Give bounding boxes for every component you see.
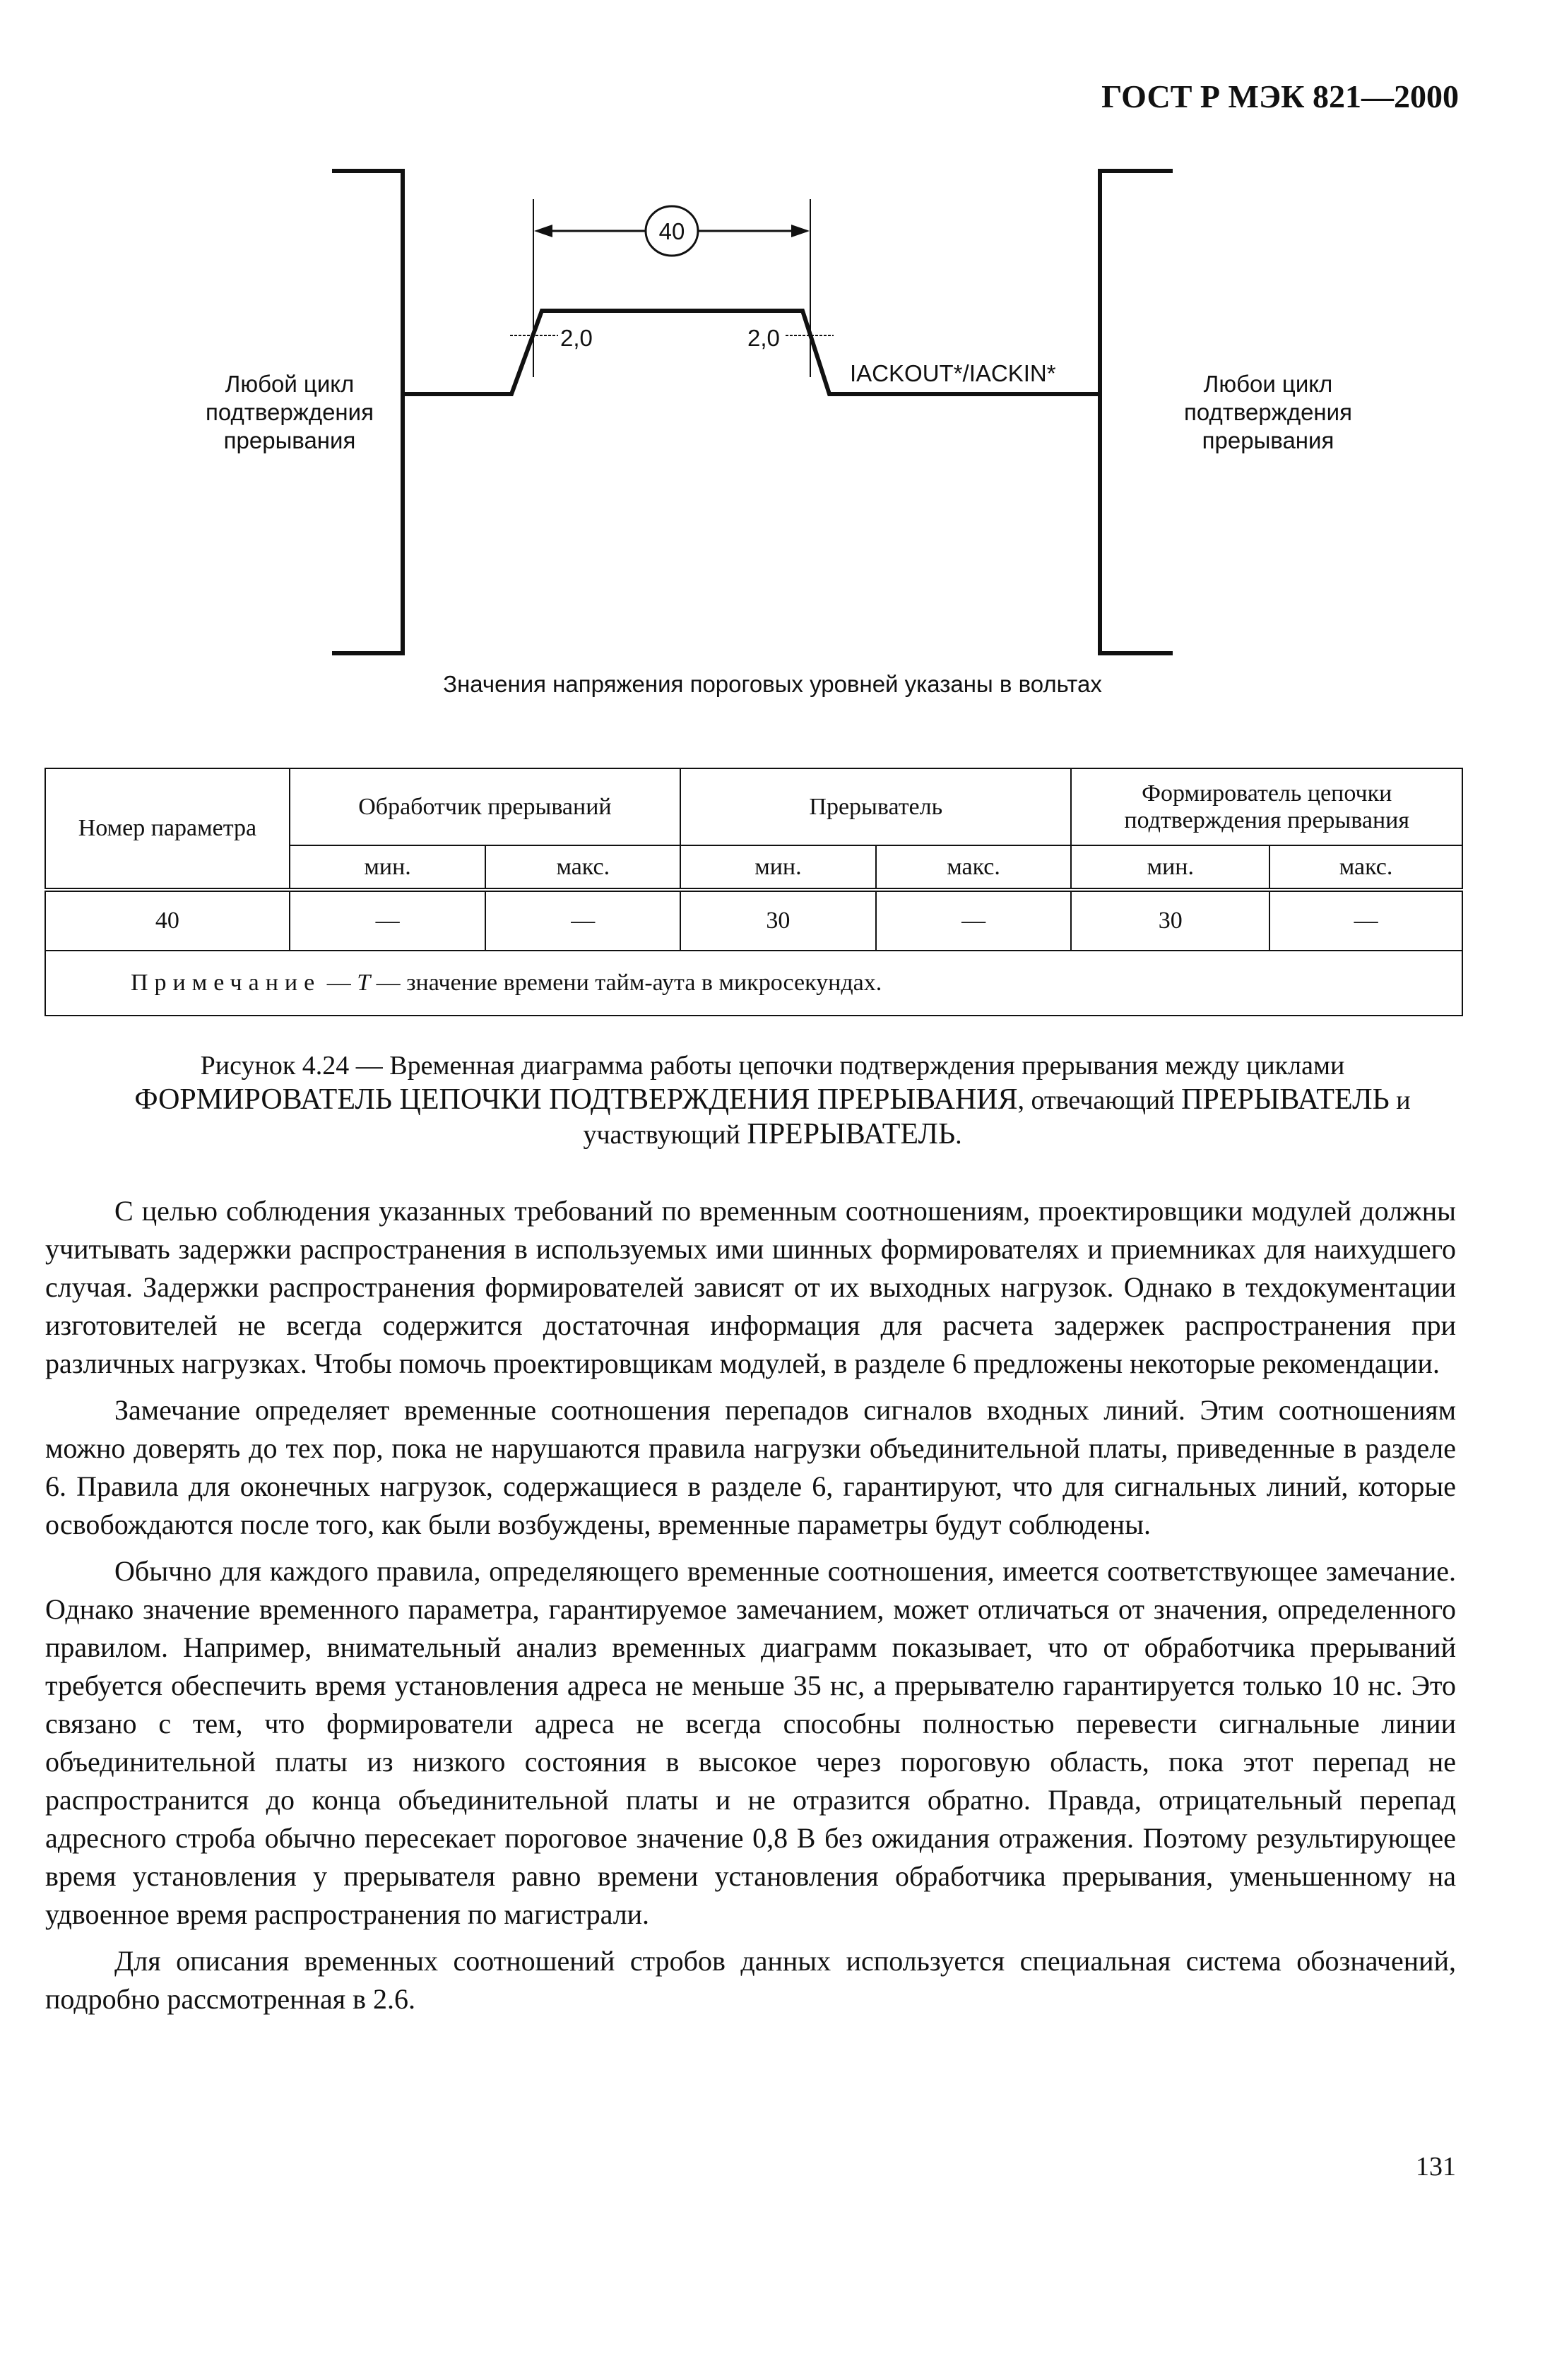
paragraph: Для описания временных соотношений стробов данных используется специальная система обозначений, подробно рассмотренная в 2.6. <box>45 1945 1456 2015</box>
table-row <box>45 890 1462 951</box>
parameters-table <box>45 768 1463 1016</box>
cell: 40 <box>45 890 290 951</box>
paragraph: Обычно для каждого правила, определяющего временные соотношения, имеется соответствующее замечание. Однако значение временного параметра, гарантируемое замечанием, может отличаться от значения, определенного правилом. Например, внимательный анализ временных диаграмм показывает, что от обработчика прерываний требуется обеспечить время установления адреса не меньше 35 нс, а прерывателю гарантируется только 10 нс. Это связано с тем, что формирователи адреса не всегда способны полностью перевести сигнальные линии объединительной платы из низкого состояния в высокое через пороговую область, пока этот перепад не распространится до конца объединительной платы и не отразится обратно. Правда, отрицательный перепад адресного строба обычно пересекает пороговое значение 0,8 В без ожидания отражения. Поэтому результирующее время установления у прерывателя равно времени установления обработчика прерывания, уменьшенному на удвоенное время распространения по магистрали. <box>45 1555 1456 1930</box>
diagram-caption: Значения напряжения пороговых уровней указаны в вольтах <box>443 671 1102 697</box>
sub-max: макс. <box>485 845 680 890</box>
note-text: — значение времени тайм-аута в микросекундах. <box>376 970 882 996</box>
document-header: ГОСТ Р МЭК 821—2000 <box>1101 78 1459 114</box>
figure-caption <box>57 1049 1488 1152</box>
paragraph: Замечание определяет временные соотношения перепадов сигналов входных линий. Этим соотношениям можно доверять до тех пор, пока не нарушаются правила нагрузки объединительной платы, приведенные в разделе 6. Правила для оконечных нагрузок, содержащиеся в разделе 6, гарантируют, что для сигнальных линий, которые освобождаются после того, как были возбуждены, временные параметры будут соблюдены. <box>45 1394 1456 1540</box>
left-cycle-label-3: прерывания <box>223 427 356 453</box>
arrowhead-left <box>534 225 552 237</box>
sub-max: макс. <box>876 845 1072 890</box>
caption-caps: ФОРМИРОВАТЕЛЬ ЦЕПОЧКИ ПОДТВЕРЖДЕНИЯ ПРЕРЫВАНИЯ <box>134 1083 1018 1116</box>
sub-min: мин. <box>1071 845 1269 890</box>
threshold-right-label: 2,0 <box>747 325 780 351</box>
note-label: Примечание <box>131 970 321 996</box>
signal-name-label: IACKOUT*/IACKIN* <box>850 360 1056 386</box>
sub-min: мин. <box>290 845 486 890</box>
left-cycle-label-2: подтверждения <box>206 399 374 425</box>
header-daisy-chain-driver: Формирователь цепочки подтверждения прерывания <box>1071 768 1462 845</box>
sub-max: макс. <box>1269 845 1462 890</box>
caption-caps: ПРЕРЫВАТЕЛЬ <box>1181 1083 1390 1116</box>
table-note <box>45 951 1462 1016</box>
caption-text: . <box>955 1120 962 1150</box>
right-cycle-label-2: подтверждения <box>1184 399 1352 425</box>
right-cycle-label-3: прерывания <box>1202 427 1334 453</box>
paragraph: С целью соблюдения указанных требований по временным соотношениям, проектировщики модулей должны учитывать задержки распространения в используемых ими шинных формирователях и приемниках для наихудшего случая. Задержки распространения формирователей зависят от их выходных нагрузок. Однако в техдокументации изготовителей не всегда содержится достаточная информация для расчета задержек распространения при различных нагрузках. Чтобы помочь проектировщикам модулей, в разделе 6 предложены некоторые рекомендации. <box>45 1195 1456 1379</box>
param-number-label: 40 <box>658 218 685 244</box>
cell: — <box>485 890 680 951</box>
cell: — <box>290 890 486 951</box>
caption-text: и участвующий <box>583 1085 1411 1150</box>
cell: — <box>876 890 1072 951</box>
header-interrupter: Прерыватель <box>680 768 1071 845</box>
right-cycle-label-1: Любои цикл <box>1203 371 1333 397</box>
header-handler: Обработчик прерываний <box>290 768 680 845</box>
caption-line: Рисунок 4.24 — Временная диаграмма работы цепочки подтверждения прерывания между циклами <box>200 1051 1345 1081</box>
timing-diagram <box>0 0 1545 706</box>
arrowhead-right <box>791 225 810 237</box>
header-param-number: Номер параметра <box>45 768 290 890</box>
threshold-left-label: 2,0 <box>560 325 593 351</box>
right-bracket <box>1100 171 1173 653</box>
caption-caps: ПРЕРЫВАТЕЛЬ <box>747 1118 956 1150</box>
page-number: 131 <box>1416 2152 1456 2182</box>
cell: 30 <box>680 890 876 951</box>
cell: — <box>1269 890 1462 951</box>
note-dash: — <box>321 970 357 996</box>
body-text <box>45 1192 1456 2027</box>
sub-min: мин. <box>680 845 876 890</box>
cell: 30 <box>1071 890 1269 951</box>
caption-text: , отвечающий <box>1017 1085 1182 1115</box>
left-cycle-label-1: Любой цикл <box>225 371 355 397</box>
note-symbol: T <box>357 970 371 996</box>
